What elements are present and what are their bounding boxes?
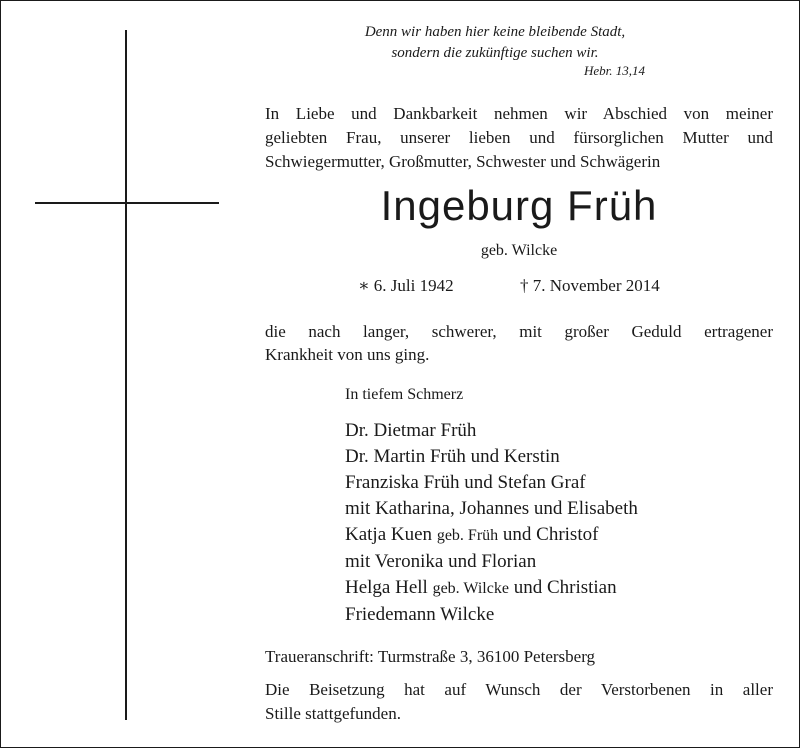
cause-paragraph bbox=[265, 320, 773, 366]
burial-line: Die Beisetzung hat auf Wunsch der Verstorbenen in aller bbox=[265, 680, 773, 699]
grief-line: In tiefem Schmerz bbox=[345, 386, 464, 403]
mourners-list bbox=[345, 418, 638, 628]
bible-verse bbox=[330, 22, 660, 64]
intro-line: geliebten Frau, unserer lieben und fürsorglichen Mutter und bbox=[265, 128, 773, 147]
mourner-row: Franziska Früh und Stefan Graf bbox=[345, 472, 586, 493]
verse-reference: Hebr. 13,14 bbox=[583, 63, 645, 78]
birth-date: ∗ 6. Juli 1942 bbox=[358, 276, 454, 295]
intro-line: Schwiegermutter, Großmutter, Schwester und Schwägerin bbox=[265, 152, 661, 171]
mourner-row bbox=[345, 522, 638, 549]
intro-line: In Liebe und Dankbarkeit nehmen wir Abschied von meiner bbox=[265, 104, 773, 123]
mourner-name: Helga Hell bbox=[345, 577, 428, 598]
mourner-maiden-name: geb. Früh bbox=[436, 527, 499, 544]
cause-line: Krankheit von uns ging. bbox=[265, 345, 430, 364]
cause-line: die nach langer, schwerer, mit großer Geduld ertragener bbox=[265, 322, 773, 341]
verse-line: Denn wir haben hier keine bleibende Stadt, bbox=[364, 24, 626, 40]
cross-horizontal-bar bbox=[35, 202, 219, 204]
mourner-name: Katja Kuen bbox=[345, 524, 433, 545]
mourner-partner: und Christian bbox=[513, 577, 617, 598]
mourner-partner: und Christof bbox=[502, 524, 599, 545]
mourner-row: mit Katharina, Johannes und Elisabeth bbox=[345, 498, 638, 519]
burial-paragraph bbox=[265, 678, 773, 726]
cross-vertical-bar bbox=[125, 30, 127, 720]
mourner-row bbox=[345, 575, 638, 602]
deceased-name: Ingeburg Früh bbox=[380, 182, 658, 229]
mourner-row: Friedemann Wilcke bbox=[345, 604, 495, 625]
mourner-maiden-name: geb. Wilcke bbox=[432, 580, 509, 597]
intro-paragraph bbox=[265, 102, 773, 174]
mourner-row: Dr. Martin Früh und Kerstin bbox=[345, 446, 560, 467]
burial-line: Stille stattgefunden. bbox=[265, 704, 401, 723]
maiden-name: geb. Wilcke bbox=[480, 242, 558, 259]
mourner-row: mit Veronika und Florian bbox=[345, 551, 537, 572]
mourner-row: Dr. Dietmar Früh bbox=[345, 420, 477, 441]
verse-line: sondern die zukünftige suchen wir. bbox=[391, 45, 599, 61]
mourning-address: Traueranschrift: Turmstraße 3, 36100 Petersberg bbox=[265, 647, 596, 666]
death-date: † 7. November 2014 bbox=[520, 276, 660, 295]
